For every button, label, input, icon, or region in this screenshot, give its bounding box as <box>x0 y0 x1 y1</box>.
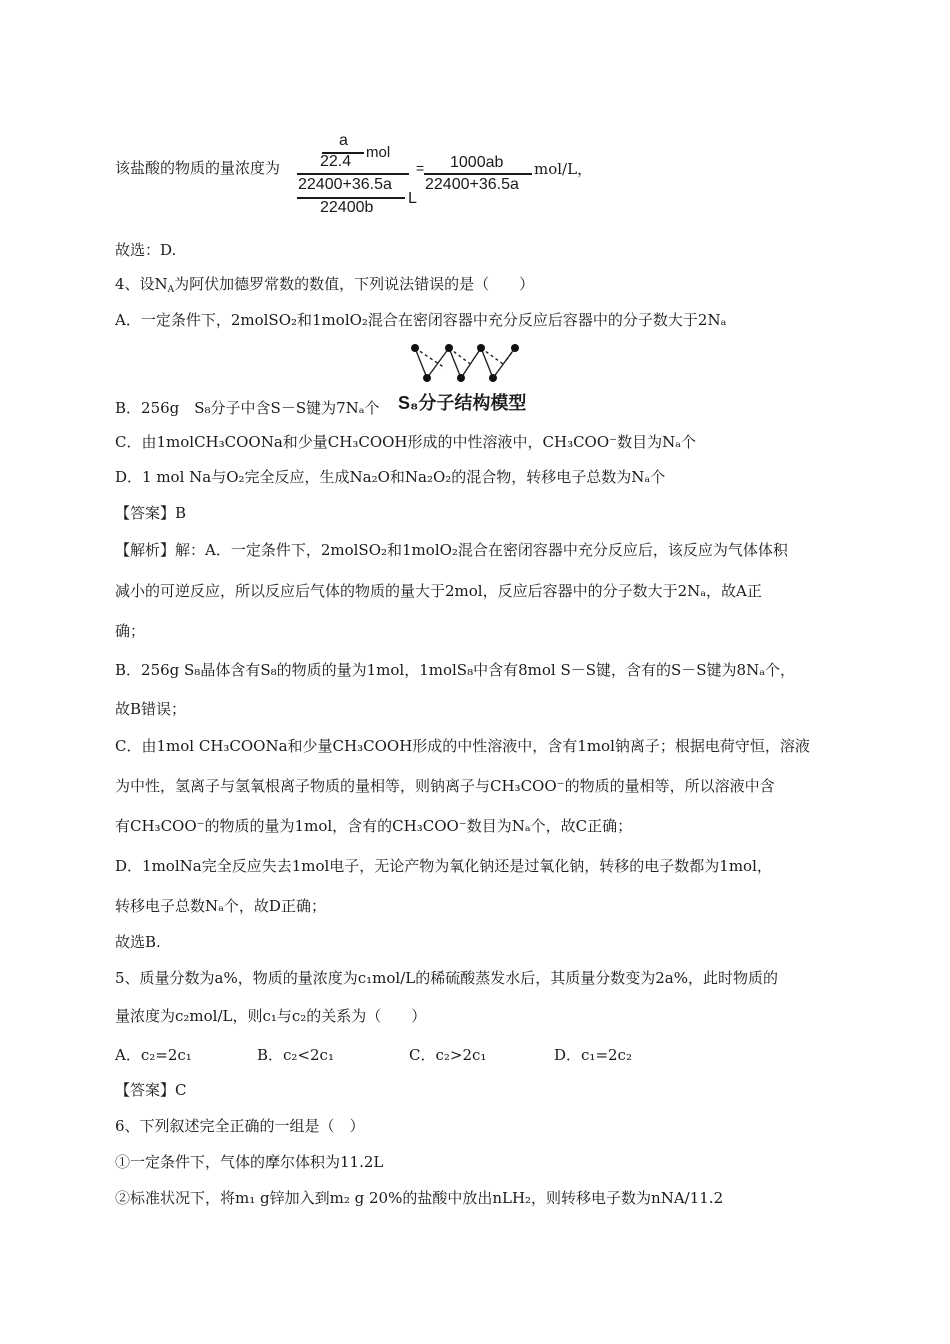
q5-option-c: C．c₂>2c₁ <box>409 1046 487 1064</box>
q6-item-2: ②标准状况下，将m₁ g锌加入到m₂ g 20%的盐酸中放出nLH₂，则转移电子数为nNA/11.2 <box>115 1189 724 1207</box>
q4-explanation-10: 转移电子总数Nₐ个，故D正确； <box>115 897 326 915</box>
formula-mol: mol <box>366 144 391 161</box>
formula-right-numerator: 1000ab <box>450 154 504 171</box>
q4-stem: 4、设$N_A$为阿伏加德罗常数的数值，下列说法错误的是（ ） <box>115 275 535 295</box>
formula-equals: = <box>416 160 425 176</box>
s8-molecule-model <box>405 340 530 384</box>
q5-stem-1: 5、质量分数为a%，物质的量浓度为c₁mol/L的稀硫酸蒸发水后，其质量分数变为2a%，此时物质的 <box>115 969 778 987</box>
q4-option-b: B．256g S₈分子中含S－S键为7Nₐ个 <box>115 399 380 417</box>
q4-option-c: C．由1molCH₃COONa和少量CH₃COOH形成的中性溶液中，CH₃COO⁻数目为Nₐ个 <box>115 433 696 451</box>
q5-answer: 【答案】C <box>115 1081 187 1099</box>
formula-right-bar <box>424 173 532 175</box>
q4-explanation-3: 确； <box>115 622 146 640</box>
q4-explanation-4: B．256g S₈晶体含有S₈的物质的量为1mol，1molS₈中含有8mol S－S键，含有的S－S键为8Nₐ个， <box>115 661 796 679</box>
s8-model-label: S₈分子结构模型 <box>398 393 527 413</box>
q6-stem: 6、下列叙述完全正确的一组是（ ） <box>115 1117 365 1135</box>
q4-option-d: D．1 mol Na与O₂完全反应，生成Na₂O和Na₂O₂的混合物，转移电子总数为Nₐ个 <box>115 468 666 486</box>
formula-main-bar <box>297 173 409 175</box>
formula-den-denominator: 22400b <box>320 199 374 216</box>
q5-option-b: B．c₂<2c₁ <box>257 1046 334 1064</box>
formula-inner-denominator: 22.4 <box>320 153 352 170</box>
q5-options <box>115 1045 632 1065</box>
q4-option-a: A．一定条件下，2molSO₂和1molO₂混合在密闭容器中充分反应后容器中的分子数大于2Nₐ <box>115 311 727 329</box>
formula-prefix: 该盐酸的物质的量浓度为 <box>115 159 281 177</box>
q4-explanation-5: 故B错误； <box>115 700 187 718</box>
formula-L: L <box>408 190 417 207</box>
q4-explanation-6: C．由1mol CH₃COONa和少量CH₃COOH形成的中性溶液中，含有1mol钠离子；根据电荷守恒，溶液 <box>115 737 810 755</box>
q4-explanation-8: 有CH₃COO⁻的物质的量为1mol，含有的CH₃COO⁻数目为Nₐ个，故C正确； <box>115 817 633 835</box>
formula-unit: mol/L， <box>534 160 593 178</box>
q5-option-d: D．c₁=2c₂ <box>554 1046 632 1064</box>
q5-option-a: A．c₂=2c₁ <box>115 1046 192 1064</box>
formula-right-denominator: 22400+36.5a <box>425 176 519 193</box>
q4-explanation-1: 【解析】解：A．一定条件下，2molSO₂和1molO₂混合在密闭容器中充分反应后，该反应为气体体积 <box>115 541 788 559</box>
q6-item-1: ①一定条件下，气体的摩尔体积为11.2L <box>115 1153 384 1171</box>
q4-explanation-2: 减小的可逆反应，所以反应后气体的物质的量大于2mol，反应后容器中的分子数大于2Nₐ，故A正 <box>115 582 762 600</box>
formula-den-numerator: 22400+36.5a <box>298 176 392 193</box>
formula-inner-numerator: a <box>339 132 348 149</box>
q4-explanation-11: 故选B. <box>115 933 161 951</box>
q4-answer: 【答案】B <box>115 504 187 522</box>
q4-explanation-7: 为中性，氢离子与氢氧根离子物质的量相等，则钠离子与CH₃COO⁻的物质的量相等，所以溶液中含 <box>115 777 775 795</box>
q4-explanation-9: D．1molNa完全反应失去1mol电子，无论产物为氧化钠还是过氧化钠，转移的电子数都为1mol， <box>115 857 772 875</box>
q5-stem-2: 量浓度为c₂mol/L，则c₁与c₂的关系为（ ） <box>115 1007 427 1025</box>
q3-answer-choice: 故选：D. <box>115 241 177 259</box>
